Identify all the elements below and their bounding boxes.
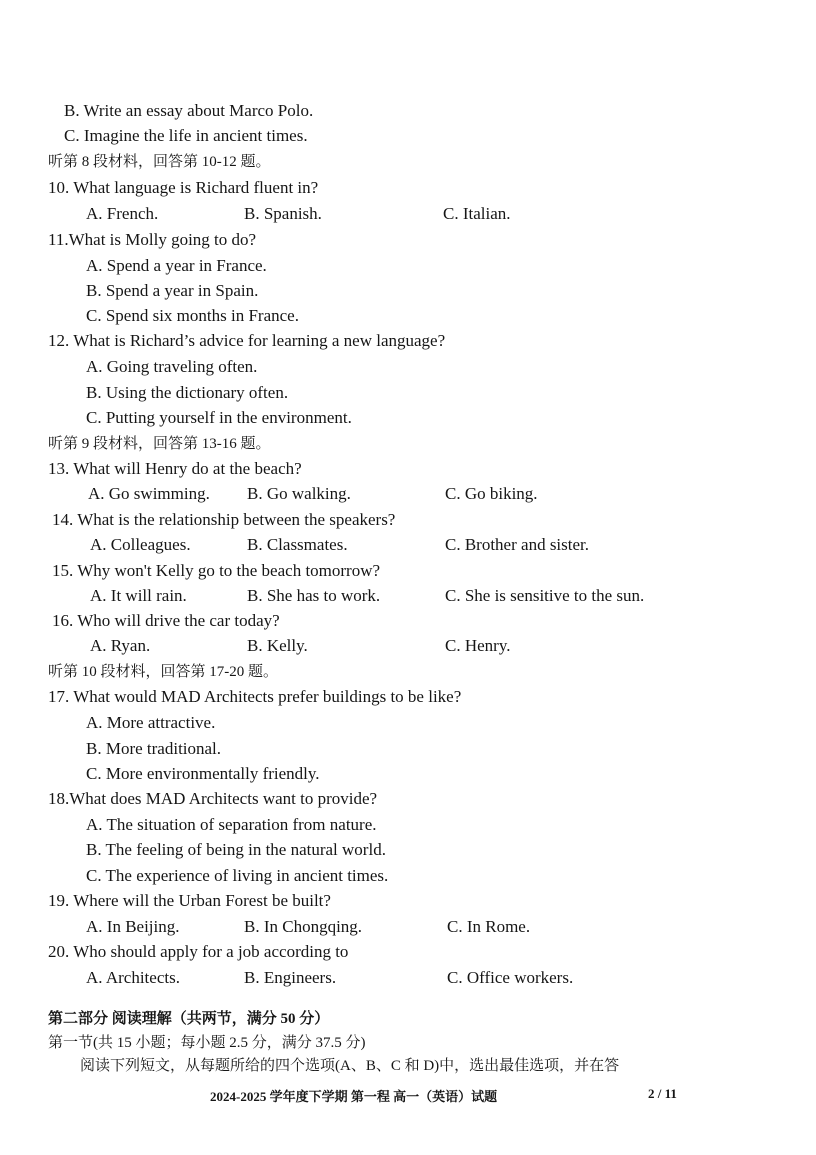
q12-option-c: C. Putting yourself in the environment.: [86, 408, 352, 427]
q11-option-c: C. Spend six months in France.: [86, 306, 299, 325]
q18-option-c: C. The experience of living in ancient times.: [86, 866, 389, 885]
q14-option-b: B. Classmates.: [247, 535, 348, 554]
q19-option-c: C. In Rome.: [447, 917, 531, 936]
q13-option-b: B. Go walking.: [247, 484, 351, 503]
q15-stem: 15. Why won't Kelly go to the beach tomorrow?: [52, 561, 381, 580]
q11-option-b: B. Spend a year in Spain.: [86, 281, 259, 300]
q13-option-a: A. Go swimming.: [88, 484, 210, 503]
q10-option-a: A. French.: [86, 204, 159, 223]
part2-title: 第二部分 阅读理解（共两节，满分 50 分）: [48, 1011, 330, 1027]
q20-option-b: B. Engineers.: [244, 968, 337, 987]
q18-option-a: A. The situation of separation from nature.: [86, 815, 377, 834]
q20-option-c: C. Office workers.: [447, 968, 574, 987]
footer-title: 2024-2025 学年度下学期 第一程 高一（英语）试题: [210, 1089, 498, 1104]
q14-option-c: C. Brother and sister.: [445, 535, 590, 554]
q16-option-b: B. Kelly.: [247, 636, 308, 655]
section9-heading: 听第 9 段材料，回答第 13-16 题。: [48, 436, 271, 452]
q17-option-b: B. More traditional.: [86, 739, 222, 758]
q14-stem: 14. What is the relationship between the speakers?: [52, 510, 396, 529]
q20-option-a: A. Architects.: [86, 968, 180, 987]
q16-option-a: A. Ryan.: [90, 636, 151, 655]
q17-stem: 17. What would MAD Architects prefer buildings to be like?: [48, 687, 462, 706]
q18-option-b: B. The feeling of being in the natural world.: [86, 840, 386, 859]
q15-option-c: C. She is sensitive to the sun.: [445, 586, 645, 605]
part2-section1: 第一节(共 15 小题；每小题 2.5 分，满分 37.5 分): [48, 1035, 366, 1051]
q15-option-a: A. It will rain.: [90, 586, 187, 605]
page-number: 2 / 11: [648, 1086, 677, 1101]
q14-option-a: A. Colleagues.: [90, 535, 191, 554]
q11-stem: 11.What is Molly going to do?: [48, 230, 257, 249]
q19-stem: 19. Where will the Urban Forest be built?: [48, 891, 331, 910]
q11-option-a: A. Spend a year in France.: [86, 256, 267, 275]
q12-stem: 12. What is Richard’s advice for learning a new language?: [48, 331, 446, 350]
q18-stem: 18.What does MAD Architects want to provide?: [48, 789, 378, 808]
q9-option-c: C. Imagine the life in ancient times.: [64, 126, 308, 145]
q13-stem: 13. What will Henry do at the beach?: [48, 459, 302, 478]
section8-heading: 听第 8 段材料，回答第 10-12 题。: [48, 154, 271, 170]
q15-option-b: B. She has to work.: [247, 586, 381, 605]
q10-option-b: B. Spanish.: [244, 204, 322, 223]
q13-option-c: C. Go biking.: [445, 484, 538, 503]
section10-heading: 听第 10 段材料，回答第 17-20 题。: [48, 664, 278, 680]
q10-option-c: C. Italian.: [443, 204, 511, 223]
q16-stem: 16. Who will drive the car today?: [52, 611, 280, 630]
q16-option-c: C. Henry.: [445, 636, 511, 655]
q12-option-a: A. Going traveling often.: [86, 357, 258, 376]
q10-stem: 10. What language is Richard fluent in?: [48, 178, 319, 197]
q20-stem: 20. Who should apply for a job according to: [48, 942, 349, 961]
part2-instruction: 阅读下列短文，从每题所给的四个选项(A、B、C 和 D)中，选出最佳选项，并在答: [80, 1058, 620, 1074]
q19-option-a: A. In Beijing.: [86, 917, 180, 936]
q17-option-c: C. More environmentally friendly.: [86, 764, 320, 783]
q9-option-b: B. Write an essay about Marco Polo.: [64, 101, 314, 120]
q12-option-b: B. Using the dictionary often.: [86, 383, 289, 402]
q19-option-b: B. In Chongqing.: [244, 917, 363, 936]
q17-option-a: A. More attractive.: [86, 713, 216, 732]
